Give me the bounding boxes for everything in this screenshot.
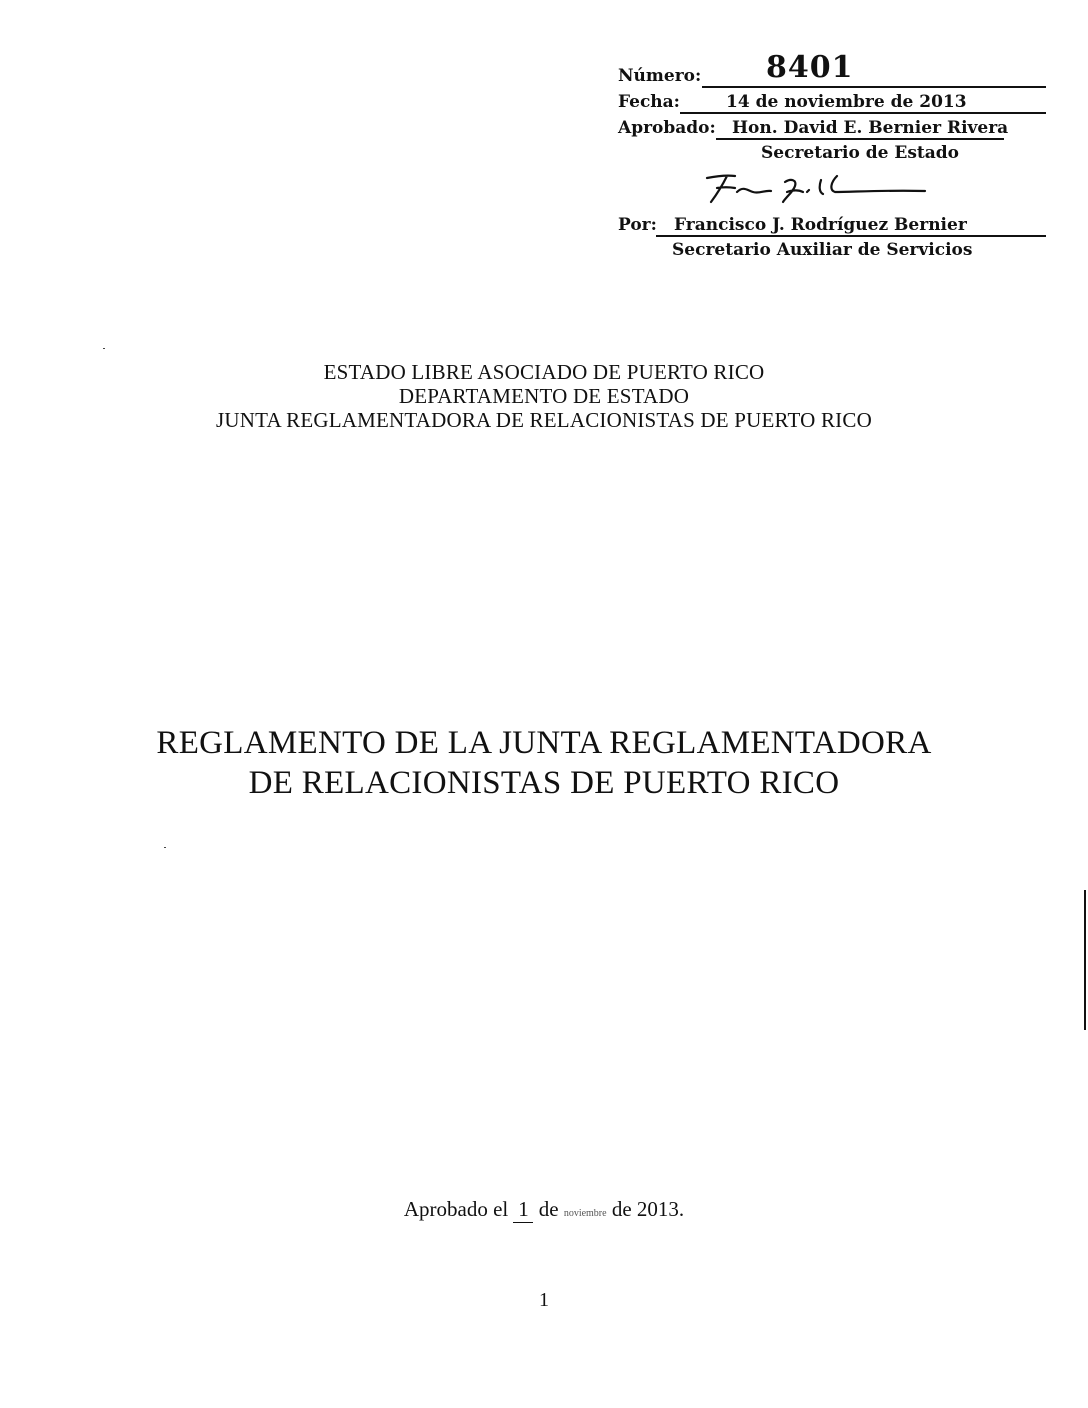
approval-month: noviembre	[563, 1208, 607, 1219]
approved-label: Aprobado:	[618, 118, 716, 138]
date-row	[618, 92, 680, 112]
approved-row	[618, 118, 716, 138]
signature	[703, 168, 933, 204]
by-row	[618, 215, 657, 235]
by-value: Francisco J. Rodríguez Bernier	[674, 215, 967, 235]
by-title: Secretario Auxiliar de Servicios	[672, 240, 973, 260]
approved-title: Secretario de Estado	[761, 143, 959, 163]
title-line-2: DE RELACIONISTAS DE PUERTO RICO	[248, 765, 840, 801]
scan-speck	[164, 847, 166, 848]
date-label: Fecha:	[618, 92, 680, 112]
page-number: 1	[539, 1289, 549, 1311]
header-line-1: ESTADO LIBRE ASOCIADO DE PUERTO RICO	[323, 360, 765, 384]
approval-prefix: Aprobado el	[403, 1197, 509, 1221]
approved-underline	[716, 138, 1004, 140]
date-value: 14 de noviembre de 2013	[726, 92, 967, 112]
header-line-3: JUNTA REGLAMENTADORA DE RELACIONISTAS DE PUERTO RICO	[216, 408, 872, 432]
number-row	[618, 52, 701, 86]
scan-edge-mark	[1084, 890, 1086, 1030]
approval-day: 1	[513, 1197, 533, 1223]
approval-line	[0, 1197, 1088, 1223]
document-title	[0, 723, 1088, 803]
header-line-2: DEPARTAMENTO DE ESTADO	[398, 384, 690, 408]
number-value: 8401	[766, 50, 854, 85]
by-label: Por:	[618, 215, 657, 235]
number-label: Número:	[618, 66, 702, 86]
scan-speck	[103, 348, 105, 349]
agency-header	[0, 360, 1088, 432]
date-underline	[680, 112, 1046, 114]
by-underline	[656, 235, 1046, 237]
approval-stamp	[618, 52, 1050, 267]
number-underline	[702, 86, 1046, 88]
title-line-1: REGLAMENTO DE LA JUNTA REGLAMENTADORA	[156, 725, 932, 761]
approval-suffix: de 2013.	[611, 1197, 685, 1221]
approved-value: Hon. David E. Bernier Rivera	[732, 118, 1009, 138]
approval-de: de	[538, 1197, 559, 1221]
